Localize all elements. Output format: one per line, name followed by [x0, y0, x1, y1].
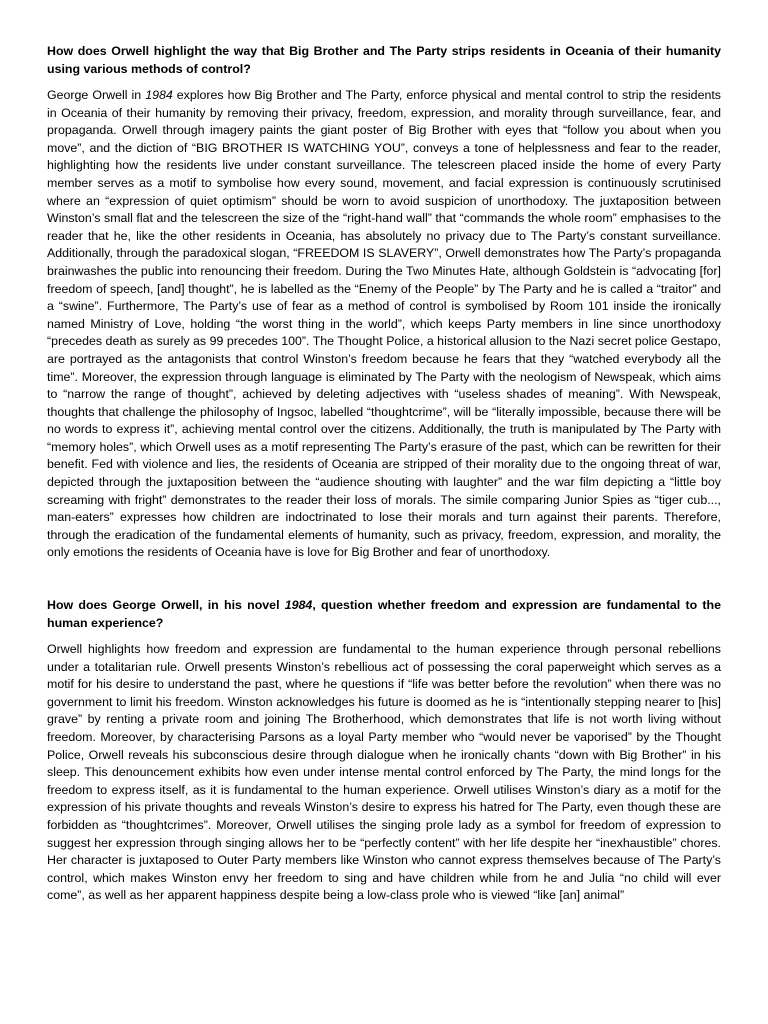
- essay-text: explores how Big Brother and The Party, enforce physical and mental control to strip the residents in Oceania of their humanity by removing their privacy, freedom, expression, and morality through surveillance, fear, and propaganda. Orwell through imagery paints the giant poster of Big Brother with eyes that “follow you about when you move”, and the diction of “BIG BROTHER IS WATCHING YOU”, conveys a tone of helplessness and fear to the reader, highlighting how the residents live under constant surveillance. The telescreen placed inside the home of every Party member serves as a motif to symbolise how every sound, movement, and facial expression is continuously scrutinised where an “expression of quiet optimism” should be worn to avoid suspicion of unorthodoxy. The juxtaposition between Winston’s small flat and the telescreen the size of the “right-hand wall” that “commands the whole room” emphasises to the reader that he, like the other residents in Oceania, has absolutely no privacy due to The Party’s constant surveillance. Additionally, through the paradoxical slogan, “FREEDOM IS SLAVERY”, Orwell demonstrates how The Party’s propaganda brainwashes the public into renouncing their freedom. During the Two Minutes Hate, although Goldstein is “advocating [for] freedom of speech, [and] thought”, he is labelled as the “Enemy of the People” by The Party and he is called a “traitor” and a “swine”. Furthermore, The Party’s use of fear as a method of control is symbolised by Room 101 inside the ironically named Ministry of Love, holding “the worst thing in the world”, which keeps Party members in line since unorthodoxy “precedes death as surely as 99 precedes 100”. The Thought Police, a historical allusion to the Nazi secret police Gestapo, are portrayed as the antagonists that control Winston’s freedom because he fears that they “watched everybody all the time”. Moreover, the expression through language is eliminated by The Party with the neologism of Newspeak, which aims to “narrow the range of thought”, achieved by deleting adjectives with “useless shades of meaning”. With Newspeak, thoughts that challenge the philosophy of Ingsoc, labelled “thoughtcrime”, will be “literally impossible, because there will be no words to express it”, achieving mental control over the citizens. Additionally, the truth is manipulated by The Party with “memory holes”, which Orwell uses as a motif representing The Party’s erasure of the past, which can be rewritten for their benefit. Fed with violence and lies, the residents of Oceania are stripped of their morality due to the ongoing threat of war, depicted through the juxtaposition between the “audience shouting with laughter” and the war film depicting a “little boy screaming with fright” demonstrates to the reader their loss of morals. The simile comparing Junior Spies as “tiger cub..., man-eaters” expresses how children are indoctrinated to lose their morals and turn against their parents. Therefore, through the eradication of the fundamental elements of humanity, such as privacy, freedom, expression, and morality, the only emotions the residents of Oceania have is love for Big Brother and fear of unorthodoxy.: [47, 88, 721, 560]
- essay-section-2: [47, 596, 721, 905]
- essay-section-1: [47, 42, 721, 562]
- essay-paragraph-2: [47, 641, 721, 905]
- essay-text: George Orwell in: [47, 88, 146, 102]
- question-text: , question whether freedom and expression are fundamental to the human experience?: [47, 598, 721, 631]
- essay-paragraph-1: [47, 87, 721, 562]
- question-text: How does George Orwell, in his novel: [47, 598, 285, 613]
- novel-title: 1984: [145, 88, 173, 102]
- novel-title: 1984: [284, 598, 313, 613]
- essay-question-1: [47, 42, 721, 78]
- essay-question-2: [47, 596, 721, 632]
- question-text: How does Orwell highlight the way that Big Brother and The Party strips residents in Oceania of their humanity using various methods of control?: [47, 44, 721, 76]
- essay-text: Orwell highlights how freedom and expression are fundamental to the human experience through personal rebellions under a totalitarian rule. Orwell presents Winston’s rebellious act of possessing the coral paperweight which serves as a motif for his desire to understand the past, where he questions if “life was better before the revolution” when there was no government to limit his freedom. Winston acknowledges his future is doomed as he is “intentionally stepping nearer to [his] grave” by renting a private room and joining The Brotherhood, which demonstrates that life is not worth living without freedom. Moreover, by characterising Parsons as a loyal Party member who “would never be vaporised” by the Thought Police, Orwell reveals his subconscious desire through dialogue when he ironically chants “down with Big Brother” in his sleep. This denouncement exhibits how even under intense mental control enforced by The Party, the mind longs for the freedom to express itself, as it is fundamental to the human experience. Orwell utilises Winston’s diary as a motif for the expression of his private thoughts and reveals Winston’s desire to express his hatred for The Party, even though these are forbidden as “thoughtcrimes”. Moreover, Orwell utilises the singing prole lady as a symbol for freedom of expression to suggest her expression through singing allows her to be “perfectly content” with her life despite her “inexhaustible” chores. Her character is juxtaposed to Outer Party members like Winston who cannot express themselves because of The Party’s control, which makes Winston envy her freedom to sing and have children while from he and Julia “no child will ever come”, as well as her apparent happiness despite being a low-class prole who is viewed “like [an] animal”: [47, 642, 721, 903]
